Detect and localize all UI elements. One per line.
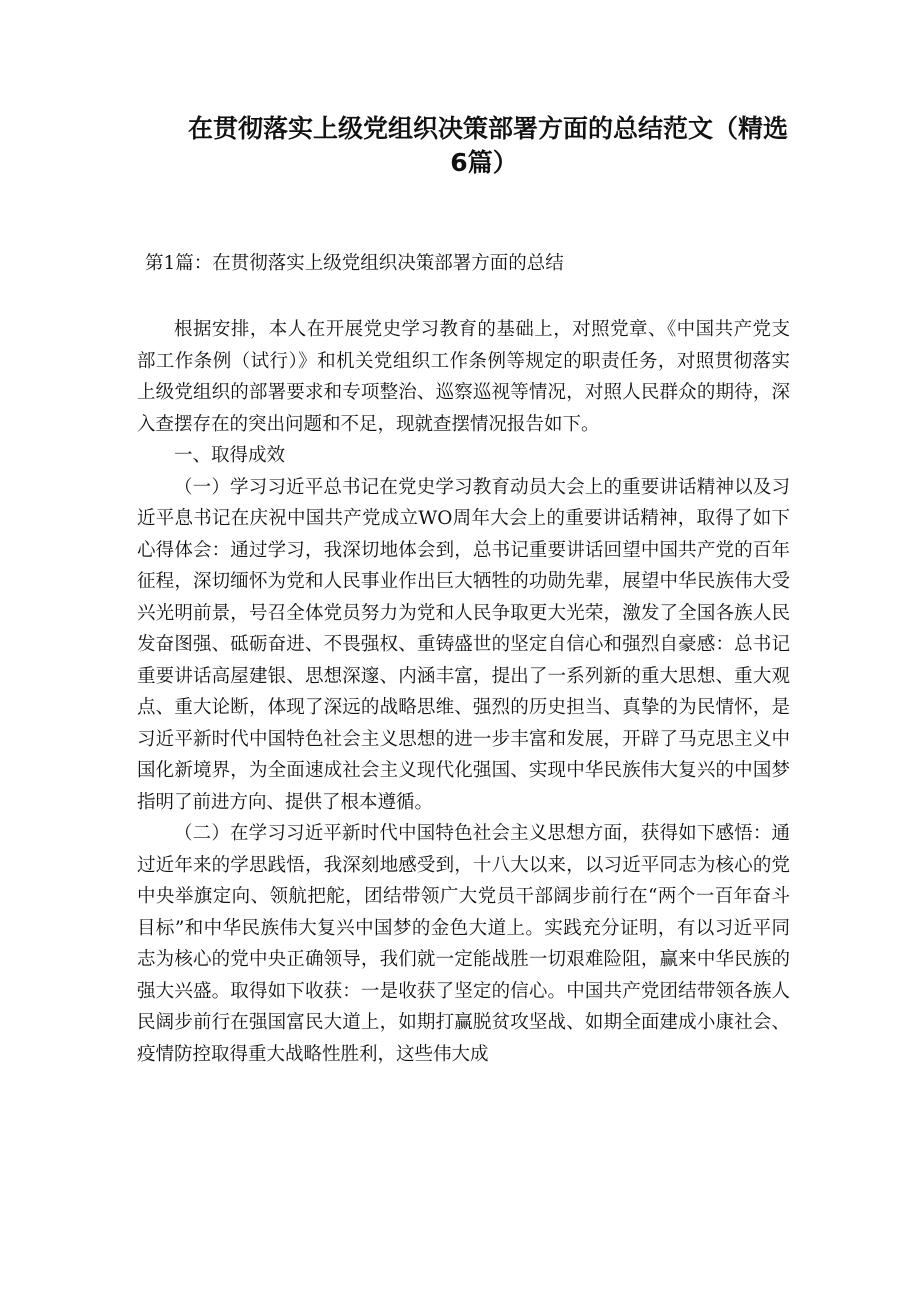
document-title-line-2: 6篇） [450,148,518,177]
document-title [150,112,810,180]
chapter-subtitle: 第1篇：在贯彻落实上级党组织决策部署方面的总结 [145,253,564,274]
body-paragraph-2: （二）在学习习近平新时代中国特色社会主义思想方面，获得如下感悟：通过近年来的学思践悟，我深刻地感受到，十八大以来，以习近平同志为核心的党中央举旗定向、领航把舵，团结带领广大党员干部阔步前行在“两个一百年奋斗目标”和中华民族伟大复兴中国梦的金色大道上。实践充分证明，有以习近平同志为核心的党中央正确领导，我们就一定能战胜一切艰难险阻，赢来中华民族的强大兴盛。取得如下收获：一是收获了坚定的信心。中国共产党团结带领各族人民阔步前行在强国富民大道上，如期打赢脱贫攻坚战、如期全面建成小康社会、疫情防控取得重大战略性胜利，这些伟大成 [137,823,790,1065]
document-body [137,314,790,1070]
body-paragraph-1: （一）学习习近平总书记在党史学习教育动员大会上的重要讲话精神以及习近平息书记在庆祝中国共产党成立WO周年大会上的重要讲话精神，取得了如下心得体会：通过学习，我深切地体会到，总书记重要讲话回望中国共产党的百年征程，深切缅怀为党和人民事业作出巨大牺牲的功勋先辈，展望中华民族伟大受兴光明前景，号召全体党员努力为党和人民争取更大光荣，激发了全国各族人民发奋图强、砥砺奋进、不畏强权、重铸盛世的坚定自信心和强烈自豪感：总书记重要讲话高屋建银、思想深邃、内涵丰富，提出了一系列新的重大思想、重大观点、重大论断，体现了深远的战略思维、强烈的历史担当、真挚的为民情怀，是习近平新时代中国特色社会主义思想的进一步丰富和发展，开辟了马克思主义中国化新境界，为全面速成社会主义现代化强国、实现中华民族伟大复兴的中国梦指明了前进方向、提供了根本遵循。 [137,476,790,813]
intro-paragraph: 根据安排，本人在开展党史学习教育的基础上，对照党章、《中国共产党支部工作条例（试行）》和机关党组织工作条例等规定的职责任务，对照贯彻落实上级党组织的部署要求和专项整治、巡察巡视等情况，对照人民群众的期待，深入查摆存在的突出问题和不足，现就查摆情况报告如下。 [137,319,790,435]
section-heading-achievements: 一、取得成效 [174,445,286,466]
document-title-line-1: 在贯彻落实上级党组织决策部署方面的总结范文（精选 [188,114,789,143]
